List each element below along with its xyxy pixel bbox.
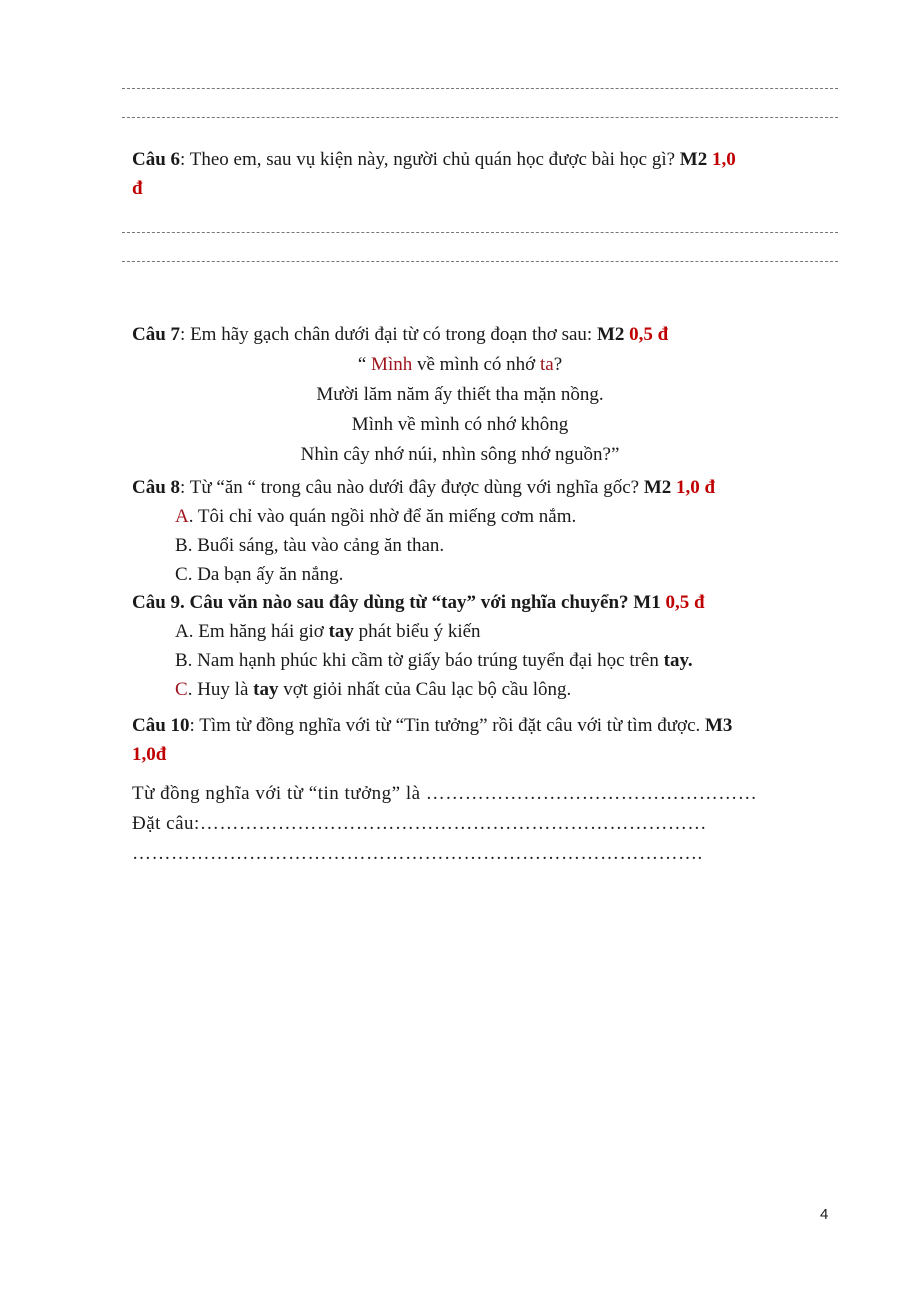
- question-8-score: 1,0 đ: [676, 477, 716, 498]
- question-10: [132, 714, 732, 738]
- option-a-keyword: tay: [328, 621, 354, 642]
- question-7-text: : Em hãy gạch chân dưới đại từ có trong đoạn thơ sau:: [180, 324, 597, 345]
- question-6-label: Câu 6: [132, 149, 181, 170]
- question-6-score-unit-line: [132, 177, 143, 201]
- option-key-b: B: [175, 535, 188, 556]
- question-8: [132, 476, 715, 500]
- question-10-label: Câu 10: [132, 715, 190, 736]
- question-10-score: 1,0đ: [132, 744, 167, 765]
- option-key-c: C: [175, 564, 188, 585]
- option-text-c: . Da bạn ấy ăn nắng.: [187, 564, 344, 585]
- poem-line-3: Mình về mình có nhớ không: [351, 414, 569, 435]
- question-7-level: M2: [596, 324, 625, 345]
- option-c-text: . Huy là: [187, 679, 254, 700]
- question-9-option-c: [175, 678, 571, 702]
- question-10-score-line: [132, 743, 166, 767]
- question-9-label: Câu 9. Câu văn nào sau đây dùng từ “tay” với nghĩa chuyển? M1: [132, 592, 666, 613]
- question-6-score-unit: đ: [132, 178, 143, 199]
- question-6-score: 1,0: [711, 149, 736, 170]
- question-9-option-b: [175, 649, 693, 673]
- synonym-answer-line: Từ đồng nghĩa với từ “tin tưởng” là ……………………………………………: [132, 783, 758, 804]
- question-9: [132, 591, 705, 615]
- question-6: [132, 148, 736, 172]
- poem-line-1: [0, 353, 920, 377]
- answer-line: [122, 117, 838, 118]
- answer-line: [122, 88, 838, 89]
- question-8-level: M2: [643, 477, 672, 498]
- option-c-rest: vợt giỏi nhất của Câu lạc bộ cầu lông.: [278, 679, 572, 700]
- question-7-label: Câu 7: [132, 324, 181, 345]
- pronoun-minh: Mình: [371, 354, 413, 375]
- poem-line-2: Mười lăm năm ấy thiết tha mặn nồng.: [316, 384, 604, 405]
- question-8-option-c: [175, 563, 343, 587]
- option-a-text: A. Em hăng hái giơ: [175, 621, 329, 642]
- question-8-text: : Từ “ăn “ trong câu nào dưới đây được dùng với nghĩa gốc?: [180, 477, 644, 498]
- question-9-option-a: [175, 620, 481, 644]
- option-text-a: . Tôi chỉ vào quán ngồi nhờ để ăn miếng cơm nắm.: [188, 506, 577, 527]
- option-a-rest: phát biểu ý kiến: [353, 621, 481, 642]
- option-key-a: A: [175, 506, 189, 527]
- sentence-answer-line-2: …………………………………………………………………………….: [132, 843, 703, 864]
- page-number: 4: [820, 1206, 829, 1223]
- question-10-text: : Tìm từ đồng nghĩa với từ “Tin tưởng” rồi đặt câu với từ tìm được.: [189, 715, 705, 736]
- question-6-level: M2: [679, 149, 708, 170]
- answer-line: [122, 261, 838, 262]
- question-9-score: 0,5 đ: [665, 592, 705, 613]
- question-7-score: 0,5 đ: [629, 324, 669, 345]
- poem-line-4: Nhìn cây nhớ núi, nhìn sông nhớ nguồn?”: [300, 444, 620, 465]
- option-b-text: B. Nam hạnh phúc khi cầm tờ giấy báo trúng tuyển đại học trên: [175, 650, 664, 671]
- question-7: [132, 323, 668, 347]
- question-8-option-a: [175, 505, 576, 529]
- pronoun-ta: ta: [539, 354, 554, 375]
- question-8-option-b: [175, 534, 444, 558]
- question-8-label: Câu 8: [132, 477, 181, 498]
- option-c-key: C: [175, 679, 188, 700]
- option-b-keyword: tay.: [663, 650, 693, 671]
- option-c-keyword: tay: [253, 679, 279, 700]
- question-6-text: : Theo em, sau vụ kiện này, người chủ quán học được bài học gì?: [180, 149, 680, 170]
- poem-quote-open: “: [357, 354, 372, 375]
- sentence-answer-line: Đặt câu:……………………………………………………………………: [132, 813, 707, 834]
- poem-line-1-end: ?: [553, 354, 563, 375]
- option-text-b: . Buổi sáng, tàu vào cảng ăn than.: [187, 535, 445, 556]
- question-10-level: M3: [705, 715, 733, 736]
- answer-line: [122, 232, 838, 233]
- poem-line-1-mid: về mình có nhớ: [412, 354, 540, 375]
